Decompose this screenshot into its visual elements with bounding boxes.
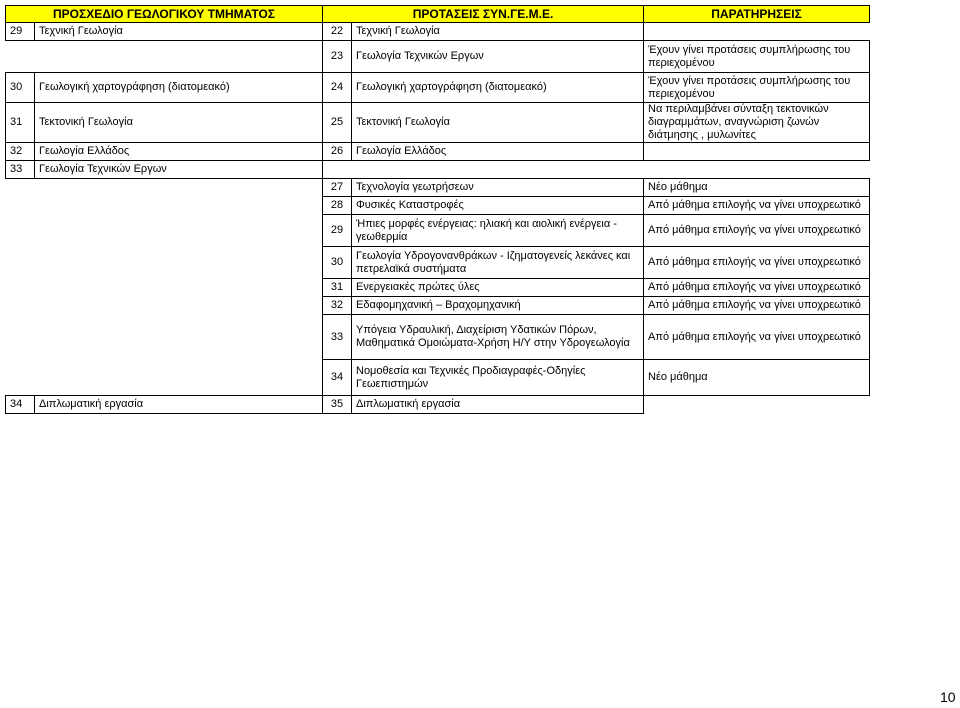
proposal-course-name: Φυσικές Καταστροφές: [352, 197, 644, 215]
empty-cell: [6, 315, 35, 360]
proposal-course-number: 27: [323, 179, 352, 197]
empty-cell: [352, 161, 644, 179]
proposal-course-name: Τεχνική Γεωλογία: [352, 23, 644, 41]
proposal-course-name: Τεκτονική Γεωλογία: [352, 103, 644, 143]
remark-cell: Έχουν γίνει προτάσεις συμπλήρωσης του περιεχομένου: [644, 41, 870, 73]
remark-cell: Από μάθημα επιλογής να γίνει υποχρεωτικό: [644, 315, 870, 360]
proposal-course-name: Νομοθεσία και Τεχνικές Προδιαγραφές-Οδηγίες Γεωεπιστημών: [352, 360, 644, 396]
proposal-course-number: 26: [323, 143, 352, 161]
empty-cell: [35, 179, 323, 197]
table-row: [6, 360, 870, 396]
empty-cell: [35, 197, 323, 215]
dept-course-name: Τεκτονική Γεωλογία: [35, 103, 323, 143]
remark-cell: Από μάθημα επιλογής να γίνει υποχρεωτικό: [644, 215, 870, 247]
empty-cell: [644, 396, 870, 414]
proposal-course-number: 22: [323, 23, 352, 41]
dept-course-name: Γεωλογική χαρτογράφηση (διατομεακό): [35, 73, 323, 103]
dept-course-number: 32: [6, 143, 35, 161]
dept-course-name: Γεωλογία Τεχνικών Εργων: [35, 161, 323, 179]
proposal-course-number: 34: [323, 360, 352, 396]
header-geology-dept-draft: ΠΡΟΣΧΕΔΙΟ ΓΕΩΛΟΓΙΚΟΥ ΤΜΗΜΑΤΟΣ: [6, 6, 323, 23]
proposal-course-number: 23: [323, 41, 352, 73]
header-synegem-proposals: ΠΡΟΤΑΣΕΙΣ ΣΥΝ.ΓΕ.Μ.Ε.: [323, 6, 644, 23]
remark-cell: Από μάθημα επιλογής να γίνει υποχρεωτικό: [644, 279, 870, 297]
header-row: [6, 6, 870, 23]
proposal-course-name: Υπόγεια Υδραυλική, Διαχείριση Υδατικών Πόρων, Μαθηματικά Ομοιώματα-Χρήση Η/Υ στην Υδρογεωλογία: [352, 315, 644, 360]
table-row: [6, 197, 870, 215]
table-row: [6, 23, 870, 41]
table-row: [6, 247, 870, 279]
empty-cell: [6, 197, 35, 215]
remark-cell: Από μάθημα επιλογής να γίνει υποχρεωτικό: [644, 247, 870, 279]
proposal-course-name: Γεωλογία Υδρογονανθράκων - Ιζηματογενείς λεκάνες και πετρελαϊκά συστήματα: [352, 247, 644, 279]
empty-cell: [644, 161, 870, 179]
empty-cell: [6, 179, 35, 197]
empty-cell: [35, 215, 323, 247]
proposal-course-name: Διπλωματική εργασία: [352, 396, 644, 414]
table-row: [6, 103, 870, 143]
curriculum-table: [5, 5, 870, 414]
table-row: [6, 73, 870, 103]
remark-cell: Από μάθημα επιλογής να γίνει υποχρεωτικό: [644, 197, 870, 215]
empty-cell: [35, 297, 323, 315]
empty-cell: [323, 161, 352, 179]
dept-course-number: 33: [6, 161, 35, 179]
dept-course-number: 29: [6, 23, 35, 41]
proposal-course-number: 32: [323, 297, 352, 315]
proposal-course-number: 33: [323, 315, 352, 360]
proposal-course-number: 31: [323, 279, 352, 297]
remark-cell: Από μάθημα επιλογής να γίνει υποχρεωτικό: [644, 297, 870, 315]
empty-cell: [35, 360, 323, 396]
remark-cell: Νέο μάθημα: [644, 179, 870, 197]
empty-cell: [6, 360, 35, 396]
remark-cell: [644, 23, 870, 41]
table-row: [6, 179, 870, 197]
empty-cell: [6, 297, 35, 315]
proposal-course-number: 29: [323, 215, 352, 247]
proposal-course-name: Γεωλογία Ελλάδος: [352, 143, 644, 161]
proposal-course-name: Γεωλογία Τεχνικών Εργων: [352, 41, 644, 73]
table-row: [6, 215, 870, 247]
proposal-course-number: 24: [323, 73, 352, 103]
dept-course-name: Διπλωματική εργασία: [35, 396, 323, 414]
empty-cell: [35, 315, 323, 360]
proposal-course-number: 28: [323, 197, 352, 215]
dept-course-name: Γεωλογία Ελλάδος: [35, 143, 323, 161]
empty-cell: [35, 247, 323, 279]
table-row: [6, 396, 870, 414]
empty-cell: [35, 41, 323, 73]
table-row: [6, 279, 870, 297]
table-row: [6, 41, 870, 73]
proposal-course-name: Ήπιες μορφές ενέργειας: ηλιακή και αιολική ενέργεια - γεωθερμία: [352, 215, 644, 247]
table-row: [6, 297, 870, 315]
dept-course-name: Τεχνική Γεωλογία: [35, 23, 323, 41]
header-remarks: ΠΑΡΑΤΗΡΗΣΕΙΣ: [644, 6, 870, 23]
empty-cell: [6, 215, 35, 247]
proposal-course-name: Τεχνολογία γεωτρήσεων: [352, 179, 644, 197]
remark-cell: Να περιλαμβάνει σύνταξη τεκτονικών διαγραμμάτων, αναγνώριση ζωνών διάτμησης , μυλωνίτες: [644, 103, 870, 143]
remark-cell: Έχουν γίνει προτάσεις συμπλήρωσης του περιεχομένου: [644, 73, 870, 103]
proposal-course-number: 30: [323, 247, 352, 279]
table-row: [6, 143, 870, 161]
empty-cell: [6, 279, 35, 297]
table-row: [6, 161, 870, 179]
proposal-course-name: Εδαφομηχανική – Βραχομηχανική: [352, 297, 644, 315]
dept-course-number: 31: [6, 103, 35, 143]
proposal-course-name: Γεωλογική χαρτογράφηση (διατομεακό): [352, 73, 644, 103]
page-number: 10: [940, 689, 956, 705]
dept-course-number: 30: [6, 73, 35, 103]
table-row: [6, 315, 870, 360]
empty-cell: [6, 247, 35, 279]
remark-cell: Νέο μάθημα: [644, 360, 870, 396]
empty-cell: [35, 279, 323, 297]
empty-cell: [6, 41, 35, 73]
proposal-course-number: 25: [323, 103, 352, 143]
remark-cell: [644, 143, 870, 161]
proposal-course-number: 35: [323, 396, 352, 414]
dept-course-number: 34: [6, 396, 35, 414]
proposal-course-name: Ενεργειακές πρώτες ύλες: [352, 279, 644, 297]
